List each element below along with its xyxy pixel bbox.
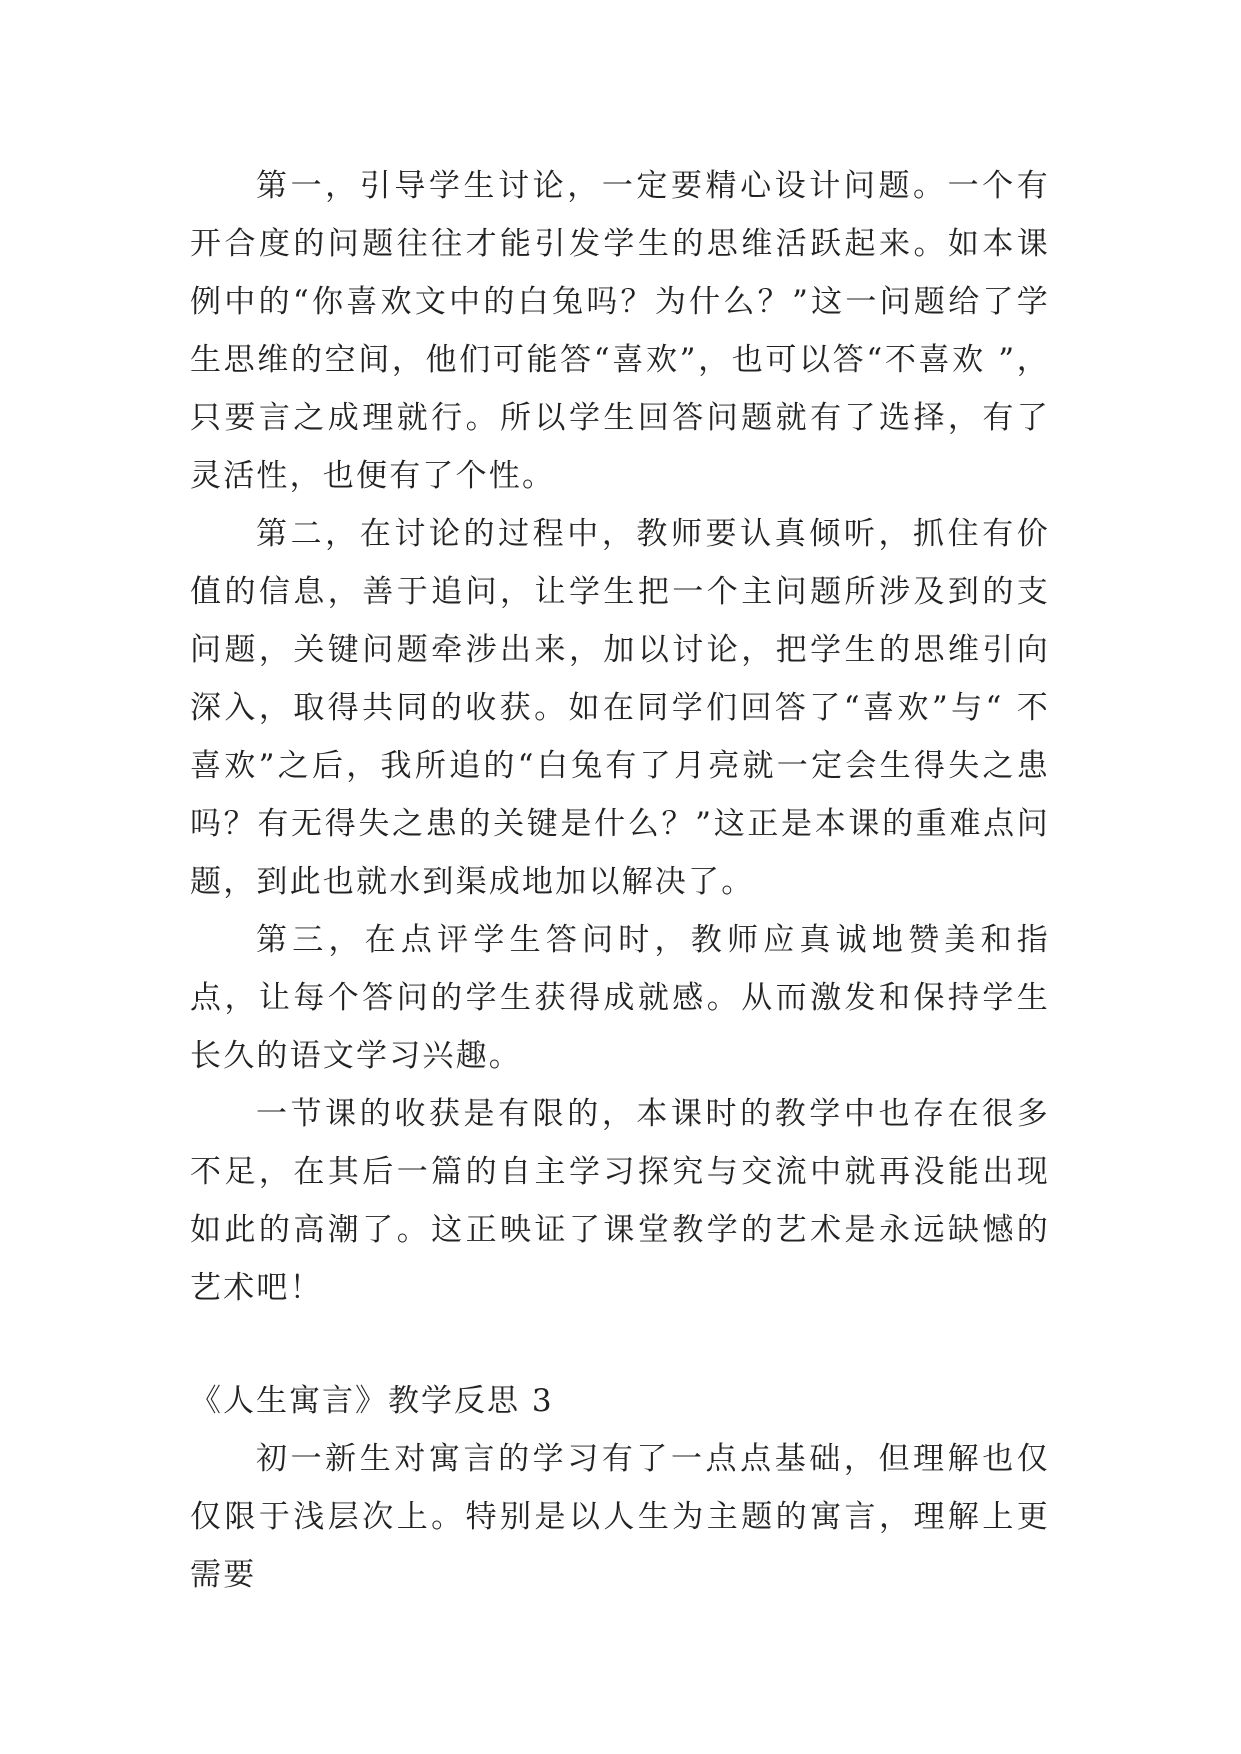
section-title: 《人生寓言》教学反思 3: [190, 1383, 554, 1419]
body-text-bottom: [190, 1430, 1050, 1604]
paragraph-3: 第三，在点评学生答问时，教师应真诚地赞美和指点，让每个答问的学生获得成就感。从而激发和保持学生长久的语文学习兴趣。: [190, 922, 1050, 1074]
paragraph-1: 第一，引导学生讨论，一定要精心设计问题。一个有开合度的问题往往才能引发学生的思维活跃起来。如本课例中的“你喜欢文中的白兔吗？为什么？”这一问题给了学生思维的空间，他们可能答“喜欢”，也可以答“不喜欢 ”，只要言之成理就行。所以学生回答问题就有了选择，有了灵活性，也便有了个性。: [190, 168, 1050, 494]
body-text-top: [190, 157, 1050, 1317]
paragraph-5: 初一新生对寓言的学习有了一点点基础，但理解也仅仅限于浅层次上。特别是以人生为主题的寓言，理解上更需要: [190, 1441, 1050, 1593]
paragraph-2: 第二，在讨论的过程中，教师要认真倾听，抓住有价值的信息，善于追问，让学生把一个主问题所涉及到的支问题，关键问题牵涉出来，加以讨论，把学生的思维引向深入，取得共同的收获。如在同学们回答了“喜欢”与“ 不喜欢”之后，我所追的“白兔有了月亮就一定会生得失之患吗？有无得失之患的关键是什么？”这正是本课的重难点问题，到此也就水到渠成地加以解决了。: [190, 516, 1050, 900]
paragraph-4: 一节课的收获是有限的，本课时的教学中也存在很多不足，在其后一篇的自主学习探究与交流中就再没能出现如此的高潮了。这正映证了课堂教学的艺术是永远缺憾的艺术吧！: [190, 1096, 1050, 1306]
